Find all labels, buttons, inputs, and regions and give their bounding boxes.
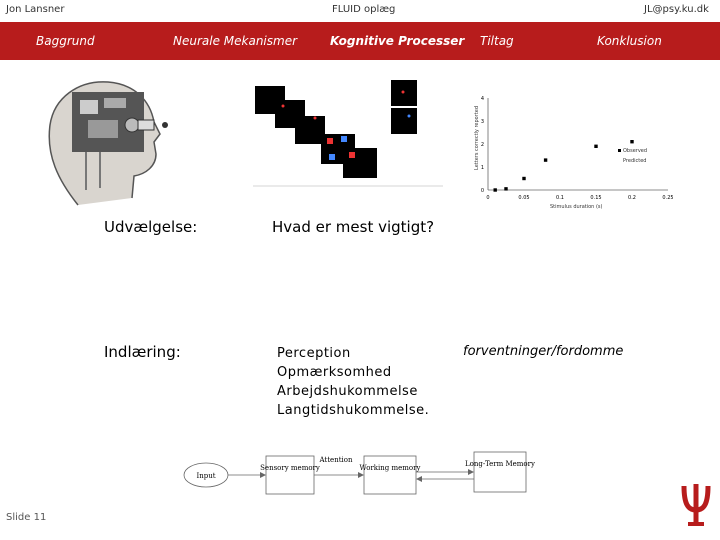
author: Jon Lansner (6, 4, 65, 15)
sensory-label: Sensory memory (260, 464, 320, 472)
y-tick-label: 3 (480, 119, 484, 125)
x-tick-label: 0.15 (590, 195, 602, 201)
y-tick-label: 4 (480, 96, 484, 102)
nav-item-tiltag[interactable]: Tiltag (480, 34, 514, 48)
nav-item-konklusion[interactable]: Konklusion (597, 34, 662, 48)
data-point (522, 177, 525, 180)
longterm-label: Long-Term Memory (465, 460, 535, 468)
x-axis-label: Stimulus duration (s) (550, 204, 603, 210)
x-tick-label: 0.05 (518, 195, 530, 201)
attention-label: Attention (319, 456, 353, 464)
x-tick-label: 0.1 (556, 195, 564, 201)
slide-number: Slide 11 (6, 512, 47, 523)
x-tick-label: 0.2 (628, 195, 636, 201)
legend-observed: Observed (623, 148, 648, 154)
udvaelgelse-label: Udvælgelse: (104, 218, 198, 236)
list-item: Langtidshukommelse. (277, 403, 430, 418)
question-text: Hvad er mest vigtigt? (272, 218, 435, 236)
legend-predicted: Predicted (623, 158, 647, 164)
x-tick-label: 0.25 (662, 195, 673, 201)
expectations-text: forventninger/fordomme (463, 344, 624, 359)
y-tick-label: 2 (480, 142, 484, 148)
data-point (504, 187, 507, 190)
list-item: Opmærksomhed (277, 365, 392, 380)
long-term-memory-box (474, 452, 526, 492)
indlaering-label: Indlæring: (104, 343, 181, 361)
nav-item-baggrund[interactable]: Baggrund (36, 34, 95, 48)
attention-figure (253, 78, 443, 193)
x-tick-label: 0 (486, 195, 490, 201)
y-axis-label: Letters correctly reported (474, 106, 480, 170)
y-tick-label: 1 (480, 165, 484, 171)
working-label: Working memory (359, 464, 421, 472)
input-label: Input (196, 472, 216, 480)
legend-observed-marker (618, 149, 621, 152)
head-illustration (28, 70, 178, 210)
psi-logo-icon (676, 480, 716, 530)
data-point (630, 140, 633, 143)
nav-item-neurale[interactable]: Neurale Mekanismer (173, 34, 298, 48)
header (0, 0, 720, 24)
data-point (594, 145, 597, 148)
working-memory-box (364, 456, 416, 494)
y-tick-label: 0 (480, 188, 484, 194)
list-item: Perception (277, 346, 351, 361)
process-list (277, 344, 429, 420)
data-point (494, 188, 497, 191)
email: JL@psy.ku.dk (644, 4, 709, 15)
presentation-title: FLUID oplæg (332, 4, 396, 15)
chart (468, 90, 673, 215)
nav-item-kognitive[interactable]: Kognitive Processer (330, 34, 465, 48)
sensory-memory-box (266, 456, 314, 494)
memory-diagram (178, 448, 538, 498)
list-item: Arbejdshukommelse (277, 384, 418, 399)
data-point (544, 158, 547, 161)
